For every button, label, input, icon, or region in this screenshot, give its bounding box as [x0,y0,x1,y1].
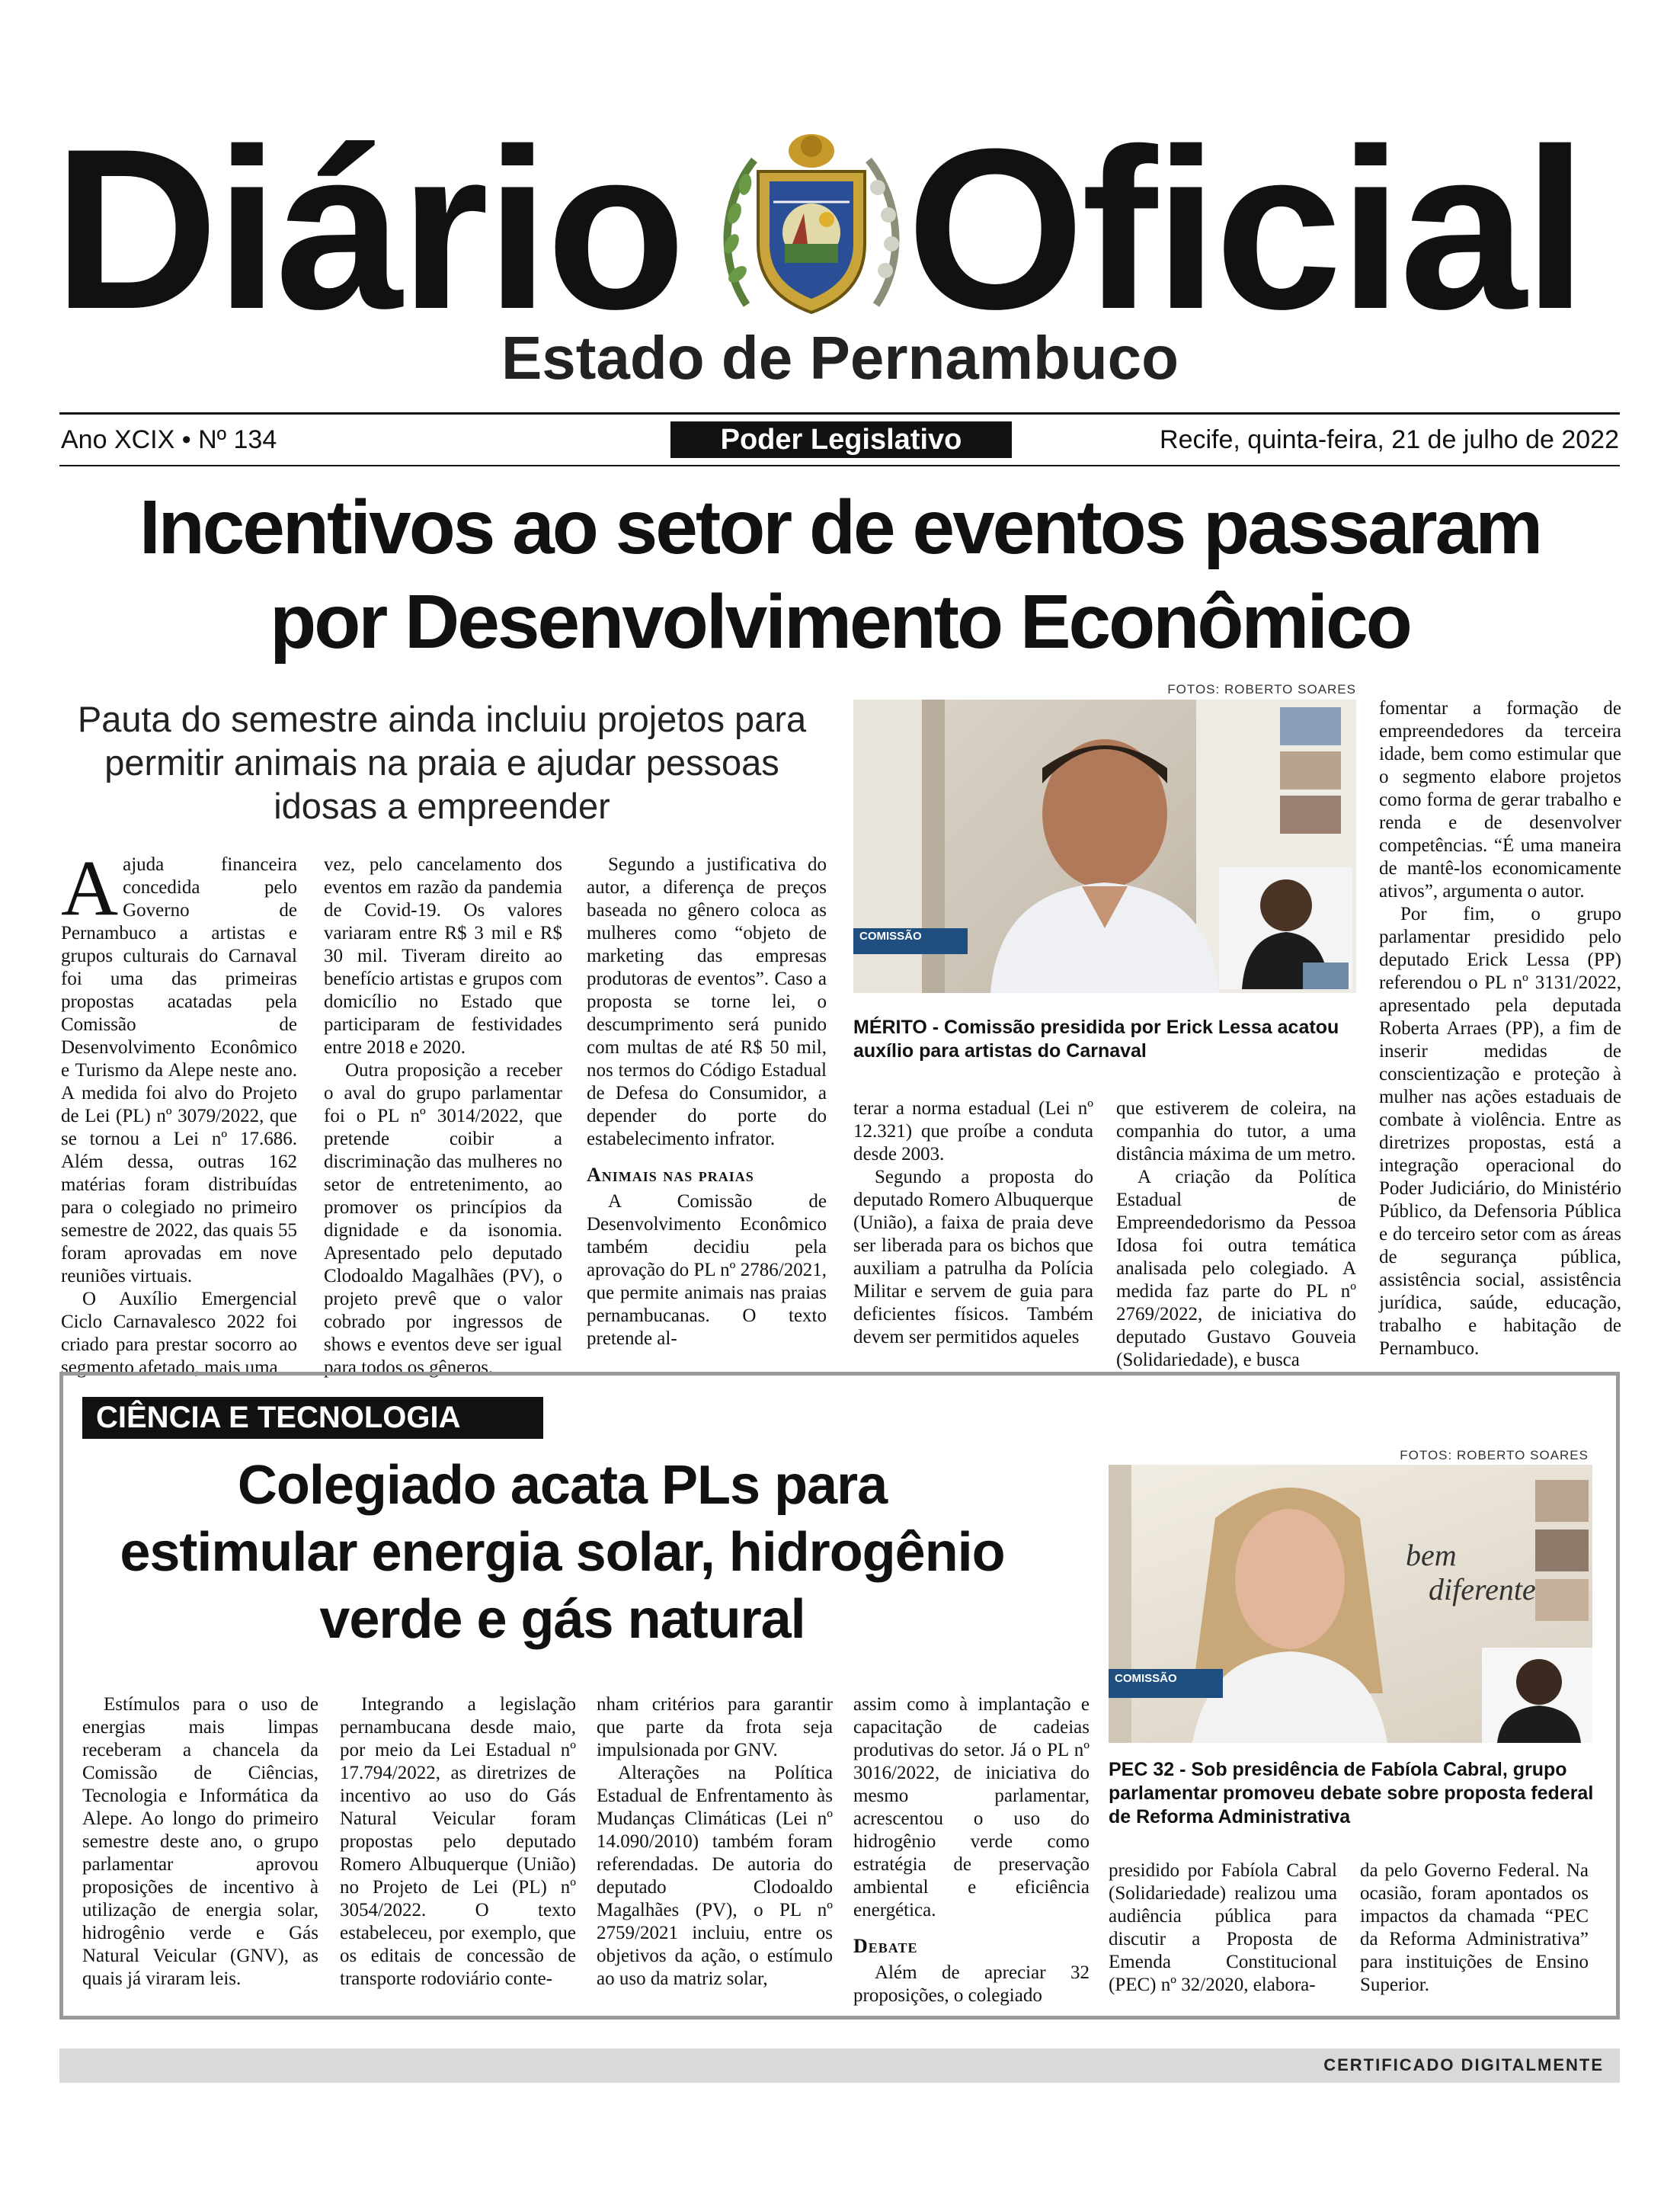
dateline: Recife, quinta-feira, 21 de julho de 2022 [1160,425,1619,454]
main-col4-paragraph-1: terar a norma estadual (Lei nº 12.321) que proíbe a conduta desde 2003. [853,1098,1093,1164]
main-article-column-1 [61,844,297,1379]
main-col6-paragraph-1: fomentar a formação de empreendedores da terceira idade, bem como estimular que o segmento elabore projetos como forma de gerar trabalho e renda e de desenvolver competências. “É uma maneira de mantê-los economicamente ativos”, argumenta o autor. [1379,698,1621,902]
main-col3-paragraph-2: A Comissão de Desenvolvimento Econômico também decidiu pela aprovação do PL nº 2786/2021, que permite animais nas praias pernambucanas. O texto pretende al- [587,1191,827,1349]
box-kicker: CIÊNCIA E TECNOLOGIA [82,1397,543,1439]
box-headline-line2: estimular energia solar, hidrogênio [120,1522,1005,1583]
box-photo-wall-text-1: bem [1406,1538,1457,1572]
main-col3-paragraph-1: Segundo a justificativa do autor, a diferença de preços baseada no gênero coloca as mulheres como “objeto de marketing das empresas produtoras de eventos”. Caso a proposta se torne lei, o descumprimento será punido com multas de até R$ 50 mil, nos termos do Código Estadual de Defesa do Consumidor, a depender do porte do estabelecimento infrator. [587,854,827,1149]
masthead-title-left: Diário [53,101,683,357]
box-headline [82,1452,1042,1653]
box-column-6 [1360,1859,1589,1997]
main-headline [46,480,1634,669]
coat-of-arms-icon [716,130,907,328]
box-photo-credit: FOTOS: ROBERTO SOARES [1400,1448,1589,1462]
main-headline-line1: Incentivos ao setor de eventos passaram [139,485,1541,570]
box-col3-paragraph-2: Alterações na Política Estadual de Enfrentamento às Mudanças Climáticas (Lei nº 14.090/2010) também foram referendadas. De autoria do deputado Clodoaldo Magalhães (PV), o PL nº 2759/2021 incluiu, entre os objetivos da ação, o estímulo ao uso da matriz solar, [597,1763,833,1989]
masthead-title [53,101,1627,358]
main-col3-subhead: Animais nas praias [587,1164,754,1186]
main-col5-paragraph-1: que estiverem de coleira, na companhia do tutor, a uma distância máxima de um metro. [1116,1098,1356,1164]
box-photo-label: COMISSÃO [1115,1672,1177,1685]
main-photo-scene-icon [853,700,1356,993]
drop-cap: A [61,844,119,932]
box-column-4 [853,1693,1090,2007]
main-photo-credit: FOTOS: ROBERTO SOARES [1167,682,1356,697]
main-col6-paragraph-2: Por fim, o grupo parlamentar presidido pelo deputado Erick Lessa (PP) referendou o PL nº 3131/2022, apresentado pela deputada Roberta Arraes (PP), a fim de inserir medidas de conscientização e proteção à mulher nas ações estaduais de combate à violência. Entre as diretrizes propostas, está a integração operacional do Poder Judiciário, do Ministério Público, da Defensoria Pública e do terceiro setor com as áreas de segurança pública, assistência social, assistência jurídica, saúde, educação, trabalho e habitação de Pernambuco. [1379,904,1621,1359]
box-col6-paragraph-1: da pelo Governo Federal. Na ocasião, foram apontados os impactos da chamada “PEC da Reforma Administrativa” para instituições de Ensino Superior. [1360,1860,1589,1995]
main-photo [853,700,1356,993]
main-col4-paragraph-2: Segundo a proposta do deputado Romero Albuquerque (União), a faixa de praia deve ser liberada para os bichos que auxiliam a patrulha da Polícia Militar e servem de guia para deficientes físicos. Também devem ser permitidos aqueles [853,1167,1093,1347]
box-col4-paragraph-1: assim como à implantação e capacitação de cadeias produtivas do setor. Já o PL nº 3016/2022, de iniciativa do mesmo parlamentar, acrescentou o uso do hidrogênio verde como estratégia de preservação ambiental e eficiência energética. [853,1694,1090,1920]
main-article-column-4 [853,1097,1093,1349]
issue-number: Ano XCIX • Nº 134 [61,425,277,454]
main-photo-caption: MÉRITO - Comissão presidida por Erick Lessa acatou auxílio para artistas do Carnaval [853,1017,1339,1062]
box-headline-line3: verde e gás natural [319,1589,805,1650]
box-col4-subhead: Debate [853,1935,918,1957]
box-column-2 [340,1693,576,1991]
main-col1-paragraph-1: ajuda financeira concedida pelo Governo de Pernambuco a artistas e grupos culturais do Carnaval foi uma das primeiras propostas acatadas pela Comissão de Desenvolvimento Econômico e Turismo da Alepe neste ano. A medida foi alvo do Projeto de Lei (PL) nº 3079/2022, que se tornou a Lei nº 17.686. Além dessa, outras 162 matérias foram distribuídas para o colegiado no primeiro semestre de 2022, das quais 55 foram aprovadas em nove reuniões virtuais. [61,854,297,1286]
main-col1-paragraph-2: O Auxílio Emergencial Ciclo Carnavalesco 2022 foi criado para prestar socorro ao segmento afetado, mais uma [61,1289,297,1378]
main-article-column-5 [1116,1097,1356,1372]
box-col5-paragraph-1: presidido por Fabíola Cabral (Solidariedade) realizou uma audiência pública para discutir a Proposta de Emenda Constitucional (PEC) nº 32/2020, elabora- [1109,1860,1337,1995]
main-headline-line2: por Desenvolvimento Econômico [270,579,1410,665]
main-photo-label: COMISSÃO [859,930,922,943]
main-col2-paragraph-2: Outra proposição a receber o aval do grupo parlamentar foi o PL nº 3014/2022, que pretende coibir a discriminação das mulheres no setor de entretenimento, ao promover os princípios da dignidade e da isonomia. Apresentado pelo deputado Clodoaldo Magalhães (PV), o projeto prevê que o valor cobrado por ingressos de shows e eventos deve ser igual para todos os gêneros. [324,1060,562,1378]
box-column-1 [82,1693,318,1991]
box-col2-paragraph-1: Integrando a legislação pernambucana desde maio, por meio da Lei Estadual nº 17.794/2022, as diretrizes de incentivo ao uso do Gás Natural Veicular foram propostas pelo deputado Romero Albuquerque (União) no Projeto de Lei (PL) nº 3054/2022. O texto estabeleceu, por exemplo, que os editais de concessão de transporte rodoviário conte- [340,1694,576,1989]
main-article-column-3 [587,854,827,1350]
masthead-title-right: Oficial [907,101,1584,357]
box-headline-line1: Colegiado acata PLs para [237,1455,888,1516]
masthead-subtitle: Estado de Pernambuco [501,324,1179,392]
masthead-bottom-rule [59,465,1620,466]
masthead-top-rule [59,412,1620,415]
box-photo [1109,1465,1592,1743]
box-column-3 [597,1693,833,1991]
main-col5-paragraph-2: A criação da Política Estadual de Empreendedorismo da Pessoa Idosa foi outra temática analisada pelo colegiado. A medida faz parte do PL nº 2769/2022, de iniciativa do deputado Gustavo Gouveia (Solidariedade), e busca [1116,1167,1356,1370]
section-badge: Poder Legislativo [670,421,1012,458]
main-dek: Pauta do semestre ainda incluiu projetos para permitir animais na praia e ajudar pessoas idosas a empreender [77,699,807,826]
footer-certified: CERTIFICADO DIGITALMENTE [1323,2055,1604,2074]
box-column-5 [1109,1859,1337,1997]
box-photo-caption: PEC 32 - Sob presidência de Fabíola Cabral, grupo parlamentar promoveu debate sobre proposta federal de Reforma Administrativa [1109,1759,1594,1827]
box-photo-wall-text-2: diferente [1429,1572,1536,1606]
box-col1-paragraph-1: Estímulos para o uso de energias mais limpas receberam a chancela da Comissão de Ciências, Tecnologia e Informática da Alepe. Ao longo do primeiro semestre deste ano, o grupo parlamentar aprovou proposições de incentivo à utilização de energia solar, hidrogênio verde e Gás Natural Veicular (GNV), as quais já viraram leis. [82,1694,318,1989]
box-col3-paragraph-1: nham critérios para garantir que parte da frota seja impulsionada por GNV. [597,1694,833,1760]
main-article-column-2 [324,854,562,1379]
box-col4-paragraph-2: Além de apreciar 32 proposições, o colegiado [853,1962,1090,2006]
main-article-column-6 [1379,697,1621,1360]
main-col2-paragraph-1: vez, pelo cancelamento dos eventos em razão da pandemia de Covid-19. Os valores variaram entre R$ 3 mil e R$ 30 mil. Tiveram direito ao benefício artistas e grupos com domicílio no Estado que participaram de festividades entre 2018 e 2020. [324,854,562,1058]
